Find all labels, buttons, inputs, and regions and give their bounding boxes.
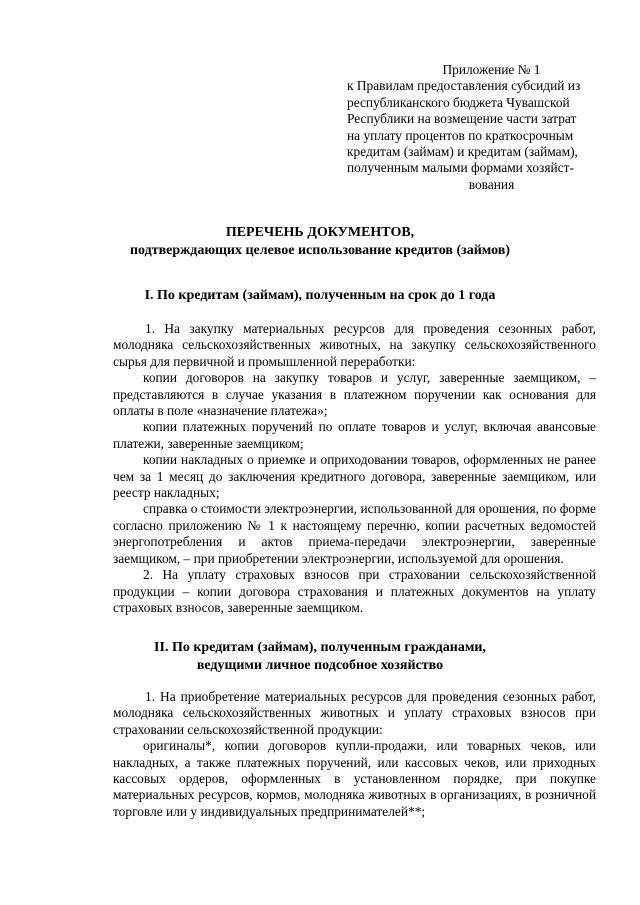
appendix-block [347, 62, 596, 193]
appendix-line: к Правилам предоставления субсидий из [347, 78, 581, 94]
paragraph: 1. На закупку материальных ресурсов для проведения сезонных работ, молодняка сельскохозяйственных животных, на закупку сельскохозяйственного сырья для первичной и промышленной переработки: [113, 321, 596, 369]
title-sub: подтверждающих целевое использование кредитов (займов) [129, 243, 511, 258]
section-1-body [113, 321, 596, 616]
paragraph: справка о стоимости электроэнергии, использованной для орошения, по форме согласно приложению № 1 к настоящему перечню, копии расчетных ведомостей энергопотребления и актов приема-передачи электроэнергии, заверенные заемщиком, – при приобретении электроэнергии, используемой для орошения. [113, 501, 596, 566]
paragraph: оригиналы*, копии договоров купли-продажи, или товарных чеков, или накладных, а также платежных поручений, или кассовых чеков, или приходных кассовых ордеров, оформленных в установленном порядке, при покупке материальных ресурсов, кормов, молодняка животных в организациях, в розничной торговле или у индивидуальных предпринимателей**; [113, 738, 596, 819]
appendix-line: кредитам (займам) и кредитам (займам), [347, 144, 578, 160]
section-2-body [113, 689, 596, 820]
paragraph: копии договоров на закупку товаров и услуг, заверенные заемщиком, – представляются в случае указания в платежном поручении как основания для оплаты в поле «назначение платежа»; [113, 370, 596, 419]
document-title [60, 224, 580, 260]
appendix-line: полученным малыми формами хозяйст- [347, 160, 574, 176]
appendix-line: вования [468, 176, 515, 192]
paragraph: копии платежных поручений по оплате товаров и услуг, включая авансовые платежи, заверенные заемщиком; [113, 419, 596, 451]
appendix-line: республиканского бюджета Чувашской [347, 94, 570, 110]
section-2-heading-line: ведущими личное подсобное хозяйство [196, 658, 444, 673]
paragraph: 1. На приобретение материальных ресурсов для проведения сезонных работ, молодняка сельскохозяйственных животных и уплату страховых взносов при страховании сельскохозяйственной продукции: [113, 689, 596, 737]
appendix-number: Приложение № 1 [442, 62, 541, 77]
paragraph: копии накладных о приемке и оприходовании товаров, оформленных не ранее чем за 1 месяц до заключения кредитного договора, заверенные заемщиком, или реестр накладных; [113, 452, 596, 501]
paragraph: 2. На уплату страховых взносов при страховании сельскохозяйственной продукции – копии договора страхования и платежных документов на уплату страховых взносов, заверенные заемщиком. [113, 567, 596, 615]
appendix-line: Республики на возмещение части затрат [347, 111, 577, 127]
section-2-heading-line: II. По кредитам (займам), полученным гражданами, [154, 640, 486, 655]
section-1-heading: I. По кредитам (займам), полученным на срок до 1 года [144, 288, 496, 303]
title-main: ПЕРЕЧЕНЬ ДОКУМЕНТОВ, [225, 225, 415, 240]
section-2-heading [60, 639, 580, 675]
appendix-line: на уплату процентов по краткосрочным [347, 127, 574, 143]
